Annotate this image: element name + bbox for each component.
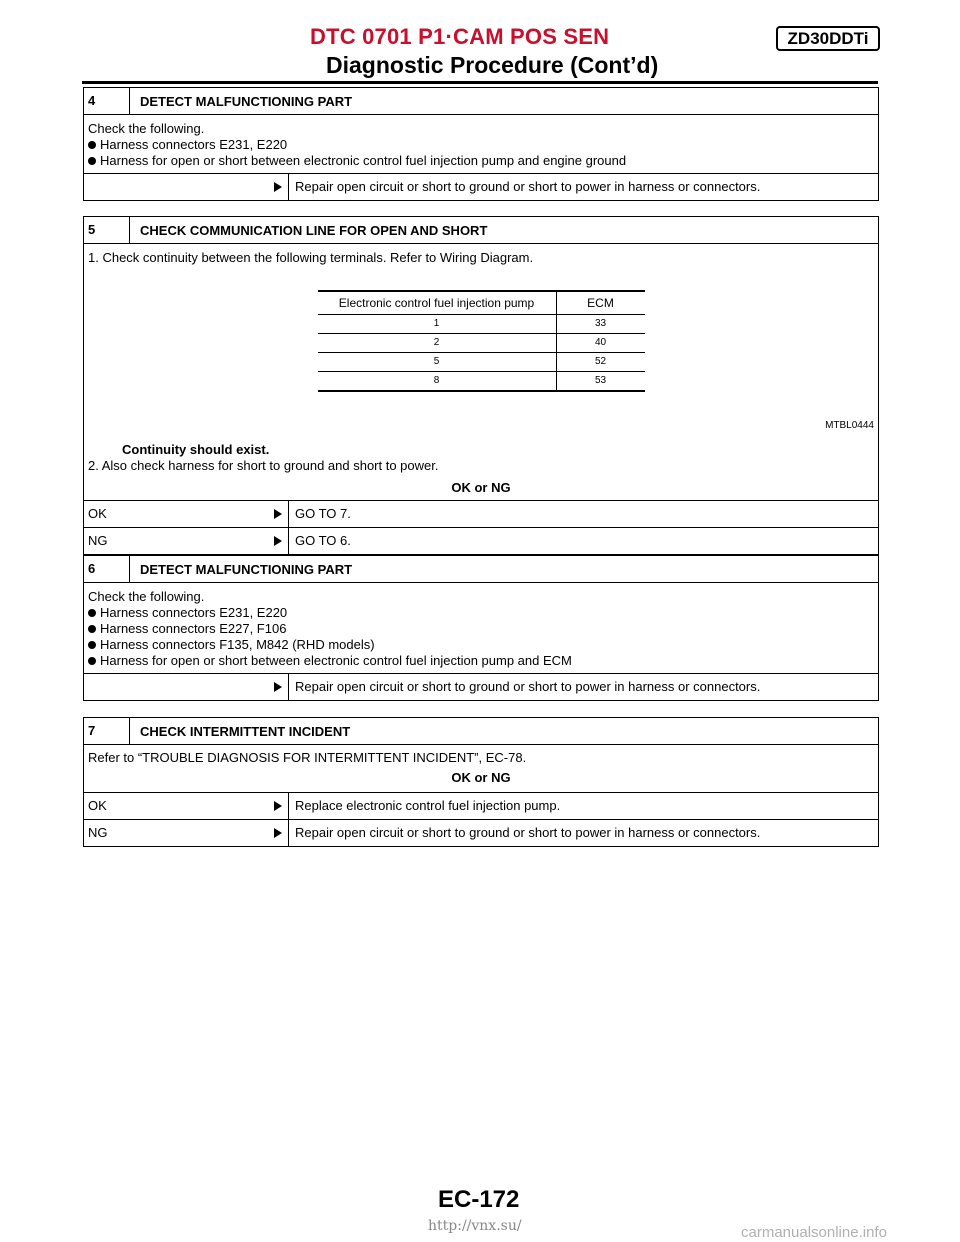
step-4-header (84, 88, 878, 115)
step-5-box (83, 216, 879, 555)
page-number: EC-172 (438, 1186, 520, 1213)
bullet-icon (88, 157, 96, 165)
arrow-right-icon (274, 536, 282, 546)
figure-id: MTBL0444 (825, 420, 874, 431)
list-item: Harness connectors E231, E220 (88, 137, 874, 153)
page-header-title: DTC 0701 P1·CAM POS SEN (310, 24, 610, 49)
step-7-body (84, 745, 878, 792)
table-row: 5 52 (318, 353, 645, 372)
watermark: carmanualsonline.info (741, 1224, 887, 1241)
step-title: DETECT MALFUNCTIONING PART (140, 93, 353, 109)
bullet-icon (88, 641, 96, 649)
result-row-ng: NG Repair open circuit or short to ground or short to power in harness or connectors. (84, 819, 878, 846)
step-4-body (84, 115, 878, 173)
ok-ng-label: OK or NG (451, 770, 511, 785)
bullet-icon (88, 141, 96, 149)
table-row: 2 40 (318, 334, 645, 353)
result-text: GO TO 7. (288, 501, 351, 527)
step-5-body (84, 244, 878, 500)
result-text: Repair open circuit or short to ground or short to power in harness or connectors. (288, 820, 760, 846)
source-url-link[interactable]: http://vnx.su/ (428, 1218, 522, 1234)
table-header: Electronic control fuel injection pump (318, 291, 557, 315)
step-number: 5 (84, 217, 130, 243)
table-header: ECM (556, 291, 645, 315)
table-row: 1 33 (318, 315, 645, 334)
step-title: CHECK INTERMITTENT INCIDENT (140, 723, 351, 739)
list-item: Harness for open or short between electronic control fuel injection pump and ECM (88, 653, 874, 669)
result-row-ng: NG GO TO 6. (84, 527, 878, 554)
result-row-ok: OK GO TO 7. (84, 500, 878, 527)
arrow-right-icon (274, 682, 282, 692)
arrow-right-icon (274, 801, 282, 811)
result-text: Replace electronic control fuel injection pump. (288, 793, 560, 819)
instruction-line: Refer to “TROUBLE DIAGNOSIS FOR INTERMITTENT INCIDENT”, EC-78. (88, 750, 527, 765)
step-4-box (83, 87, 879, 201)
bullet-icon (88, 625, 96, 633)
arrow-right-icon (274, 828, 282, 838)
list-item: Harness for open or short between electronic control fuel injection pump and engine ground (88, 153, 874, 169)
list-item: Harness connectors F135, M842 (RHD models) (88, 637, 874, 653)
step-title: CHECK COMMUNICATION LINE FOR OPEN AND SHORT (140, 222, 488, 238)
result-row (84, 673, 878, 700)
table-row: 8 53 (318, 372, 645, 392)
bullet-icon (88, 609, 96, 617)
step-6-header (84, 556, 878, 583)
result-text: Repair open circuit or short to ground or short to power in harness or connectors. (288, 174, 760, 200)
step-intro: Check the following. (88, 589, 205, 604)
instruction-line: 2. Also check harness for short to ground and short to power. (88, 458, 439, 473)
result-row-ok: OK Replace electronic control fuel injection pump. (84, 792, 878, 819)
ok-ng-label: OK or NG (451, 480, 511, 495)
step-7-box (83, 717, 879, 847)
step-5-header (84, 217, 878, 244)
header-rule (82, 81, 878, 84)
engine-model-badge: ZD30DDTi (776, 26, 880, 51)
step-number: 6 (84, 556, 130, 582)
continuity-table (318, 290, 645, 392)
list-item: Harness connectors E231, E220 (88, 605, 874, 621)
arrow-right-icon (274, 182, 282, 192)
result-row (84, 173, 878, 200)
page-subtitle: Diagnostic Procedure (Cont’d) (326, 52, 659, 78)
arrow-right-icon (274, 509, 282, 519)
continuity-note: Continuity should exist. (122, 442, 270, 457)
step-title: DETECT MALFUNCTIONING PART (140, 561, 353, 577)
step-number: 4 (84, 88, 130, 114)
step-6-box (83, 555, 879, 701)
step-6-body (84, 583, 878, 673)
list-item: Harness connectors E227, F106 (88, 621, 874, 637)
step-intro: Check the following. (88, 121, 205, 136)
result-text: GO TO 6. (288, 528, 351, 554)
step-number: 7 (84, 718, 130, 744)
bullet-icon (88, 657, 96, 665)
step-7-header (84, 718, 878, 745)
result-text: Repair open circuit or short to ground or short to power in harness or connectors. (288, 674, 760, 700)
instruction-line: 1. Check continuity between the following terminals. Refer to Wiring Diagram. (88, 250, 534, 265)
